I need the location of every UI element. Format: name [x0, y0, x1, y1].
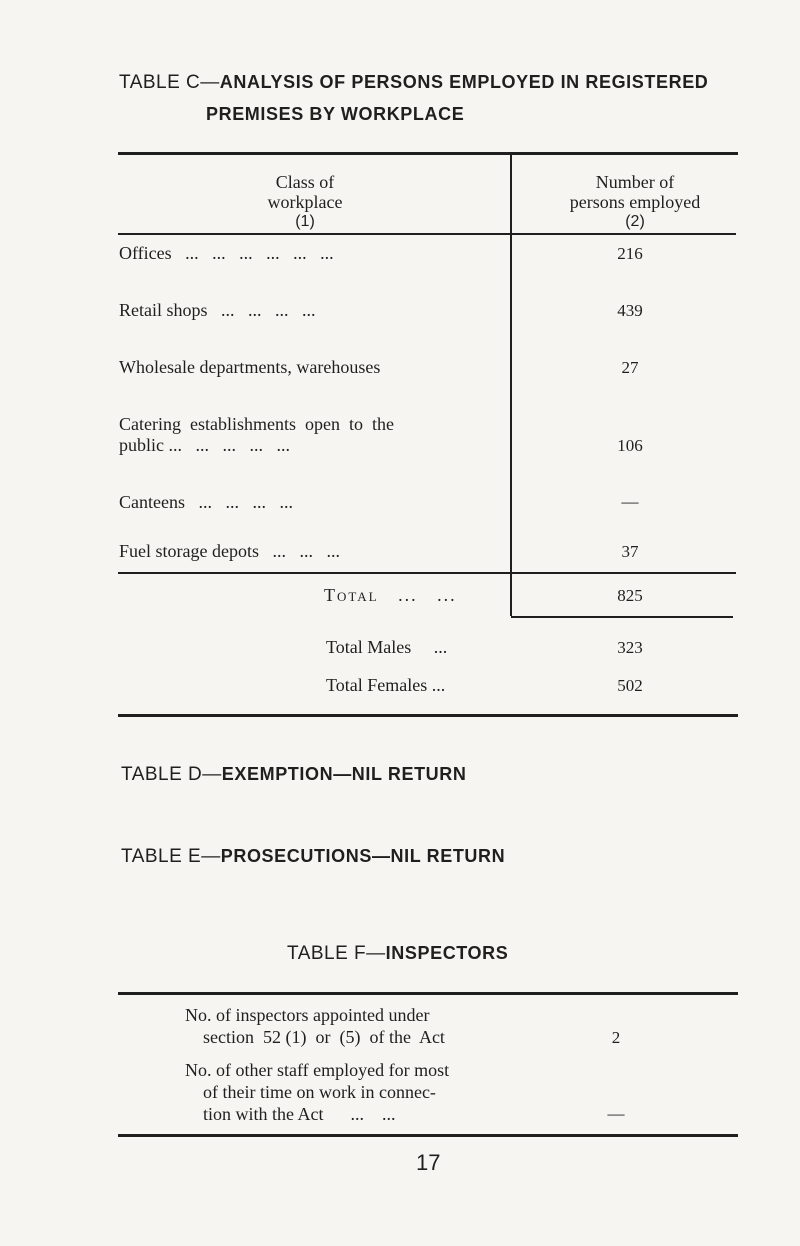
table-f-bottom-rule [118, 1134, 738, 1137]
table-f-top-rule [118, 992, 738, 995]
table-c-title-prefix: TABLE C— [119, 72, 220, 93]
table-row-fuel-label: Fuel storage depots ... ... ... [119, 541, 340, 561]
table-row-retail-value: 439 [617, 301, 643, 320]
table-c-top-rule [118, 152, 738, 155]
column-header-1-line1: Class of [275, 172, 335, 192]
total-females-value: 502 [617, 676, 643, 695]
column-header-1-number: (1) [295, 213, 315, 230]
column-header-2-line1: Number of [595, 172, 675, 192]
total-value: 825 [617, 586, 643, 605]
column-header-class-of-workplace [180, 172, 430, 232]
column-header-1-line2: workplace [267, 192, 343, 212]
table-c-title [119, 72, 759, 94]
table-c-title-line2: PREMISES BY WORKPLACE [206, 104, 465, 124]
table-c-column-divider [510, 154, 512, 616]
total-males-value: 323 [617, 638, 643, 657]
table-d-title-bold: EXEMPTION—NIL RETURN [221, 764, 467, 784]
table-d-title [121, 764, 466, 786]
table-f-item2-line1: No. of other staff employed for most [185, 1060, 450, 1080]
column-header-2-line2: persons employed [569, 192, 701, 212]
table-row-canteens-label: Canteens ... ... ... ... [119, 492, 293, 512]
table-f-item2-line2: of their time on work in connec- [203, 1082, 436, 1102]
table-f-item1-line1: No. of inspectors appointed under [185, 1005, 430, 1025]
table-row-offices-value: 216 [617, 244, 643, 263]
table-row-catering-label: Catering establishments open to the [119, 414, 394, 434]
column-header-2-number: (2) [625, 213, 645, 230]
page-number: 17 [416, 1150, 441, 1175]
table-f-item2-line3: tion with the Act ... ... [203, 1104, 396, 1124]
table-row-catering-value: 106 [617, 436, 643, 455]
table-row-fuel-value: 37 [621, 542, 639, 561]
table-row-canteens-value: — [621, 492, 639, 511]
table-row-retail-label: Retail shops ... ... ... ... [119, 300, 316, 320]
table-c-title-bold: ANALYSIS OF PERSONS EMPLOYED IN REGISTERED [219, 72, 709, 92]
table-c-total-bottom-rule [511, 616, 733, 618]
table-f-title-bold: INSPECTORS [385, 943, 509, 963]
table-row-wholesale-value: 27 [621, 358, 639, 377]
table-f-title [287, 943, 508, 965]
table-c-bottom-rule [118, 714, 738, 717]
table-f-item1-value: 2 [611, 1028, 621, 1047]
column-header-number-of-persons [520, 172, 750, 232]
table-e-title-bold: PROSECUTIONS—NIL RETURN [220, 846, 506, 866]
table-f-item2-value: — [607, 1104, 625, 1123]
table-f-item1-line2: section 52 (1) or (5) of the Act [203, 1027, 445, 1047]
table-row-catering-label-line2: public ... ... ... ... ... [119, 435, 290, 455]
table-row-offices-label: Offices ... ... ... ... ... ... [119, 243, 334, 263]
table-c-total-rule [118, 572, 736, 574]
total-label: Total ... ... [324, 585, 457, 605]
total-males-label: Total Males ... [326, 637, 448, 657]
table-e-title-prefix: TABLE E— [121, 846, 221, 867]
table-row-wholesale-label: Wholesale departments, warehouses [119, 357, 381, 377]
total-females-label: Total Females ... [326, 675, 446, 695]
table-e-title [121, 846, 505, 868]
table-c-header-rule [118, 233, 736, 235]
table-d-title-prefix: TABLE D— [121, 764, 222, 785]
table-f-title-prefix: TABLE F— [287, 943, 386, 964]
